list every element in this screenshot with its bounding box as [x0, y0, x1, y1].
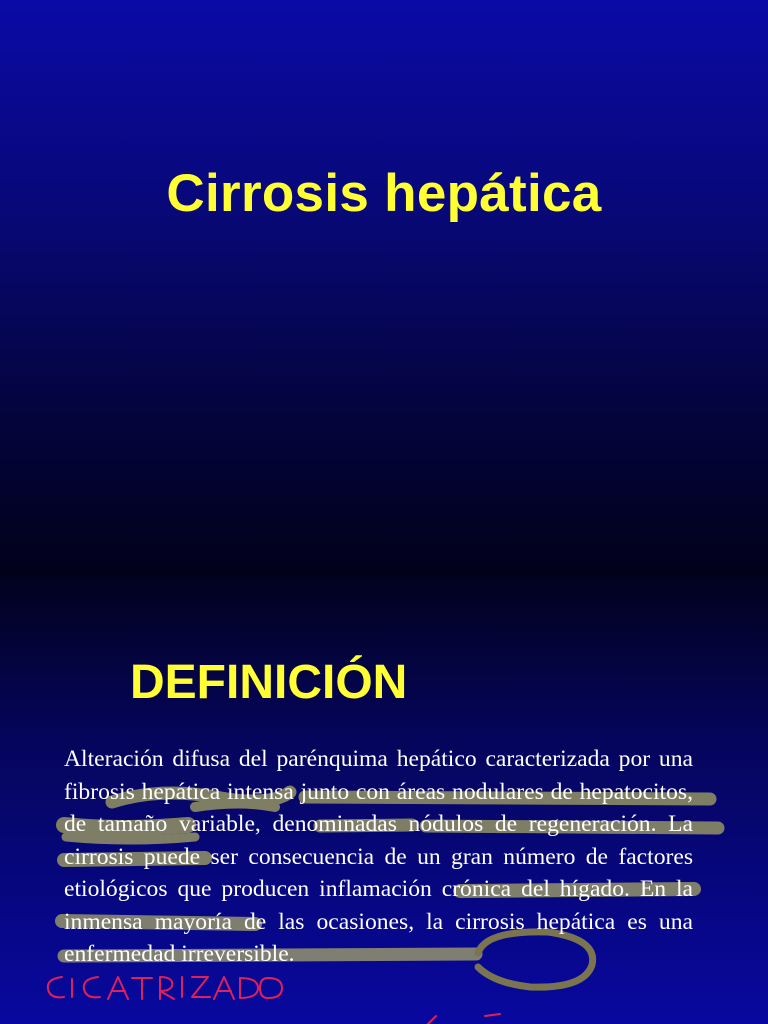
pen-mark: [428, 1014, 500, 1024]
slide-title-text: Cirrosis hepática: [166, 164, 602, 223]
handwritten-cicatrizado: [48, 977, 282, 999]
definition-heading: DEFINICIÓN: [130, 656, 408, 709]
definition-body-text: Alteración difusa del parénquima hepático caracterizada por una fibrosis hepática intensa junto con áreas nodulares de hepatocitos, de tamaño variable, denominadas nódulos de regeneración. La cirrosis puede ser consecuencia de un gran número de factores etiológicos que producen inflamación crónica del hígado. En la inmensa mayoría de las ocasiones, la cirrosis hepática es una enfermedad irreversible.: [64, 746, 693, 967]
slide-definition: [0, 575, 768, 1024]
